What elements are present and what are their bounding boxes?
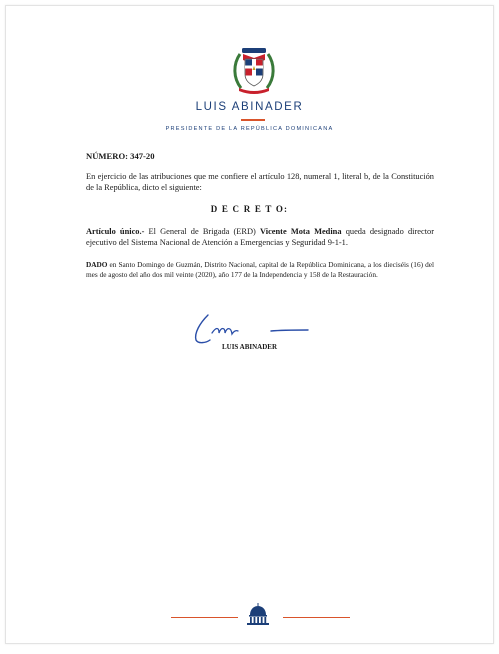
dado-text: en Santo Domingo de Guzmán, Distrito Nacional, capital de la República Dominicana, a los dieciséis (16) del mes de agosto del año dos mil veinte (2020), año 177 de la Independencia y 158 de la Restauración. — [86, 260, 434, 280]
decree-number: NÚMERO: 347-20 — [86, 151, 155, 161]
footer-rule-left — [171, 617, 238, 618]
palace-dome-icon — [245, 602, 271, 626]
dado-paragraph — [86, 260, 434, 280]
footer-rule-right — [283, 617, 350, 618]
preamble-paragraph: En ejercicio de las atribuciones que me confiere el artículo 128, numeral 1, literal b, de la Constitución de la República, dicto el siguiente: — [86, 172, 434, 192]
president-name: LUIS ABINADER — [195, 101, 304, 113]
article-paragraph — [86, 226, 434, 248]
decree-heading: D E C R E T O: — [210, 204, 289, 214]
dado-label: DADO — [86, 260, 108, 269]
name-underline — [241, 119, 265, 121]
signer-name: LUIS ABINADER — [221, 343, 278, 351]
appointee-name: Vicente Mota Medina — [260, 227, 342, 236]
coat-of-arms-icon — [231, 44, 277, 94]
article-text-2: queda designado director ejecutivo del Sistema Nacional de Atención a Emergencias y Seguridad 9-1-1. — [86, 227, 435, 247]
president-title: PRESIDENTE DE LA REPÚBLICA DOMINICANA — [165, 126, 334, 132]
article-text-1: El General de Brigada (ERD) — [144, 227, 261, 236]
decree-page — [5, 5, 494, 644]
article-label: Artículo único.- — [86, 227, 145, 236]
